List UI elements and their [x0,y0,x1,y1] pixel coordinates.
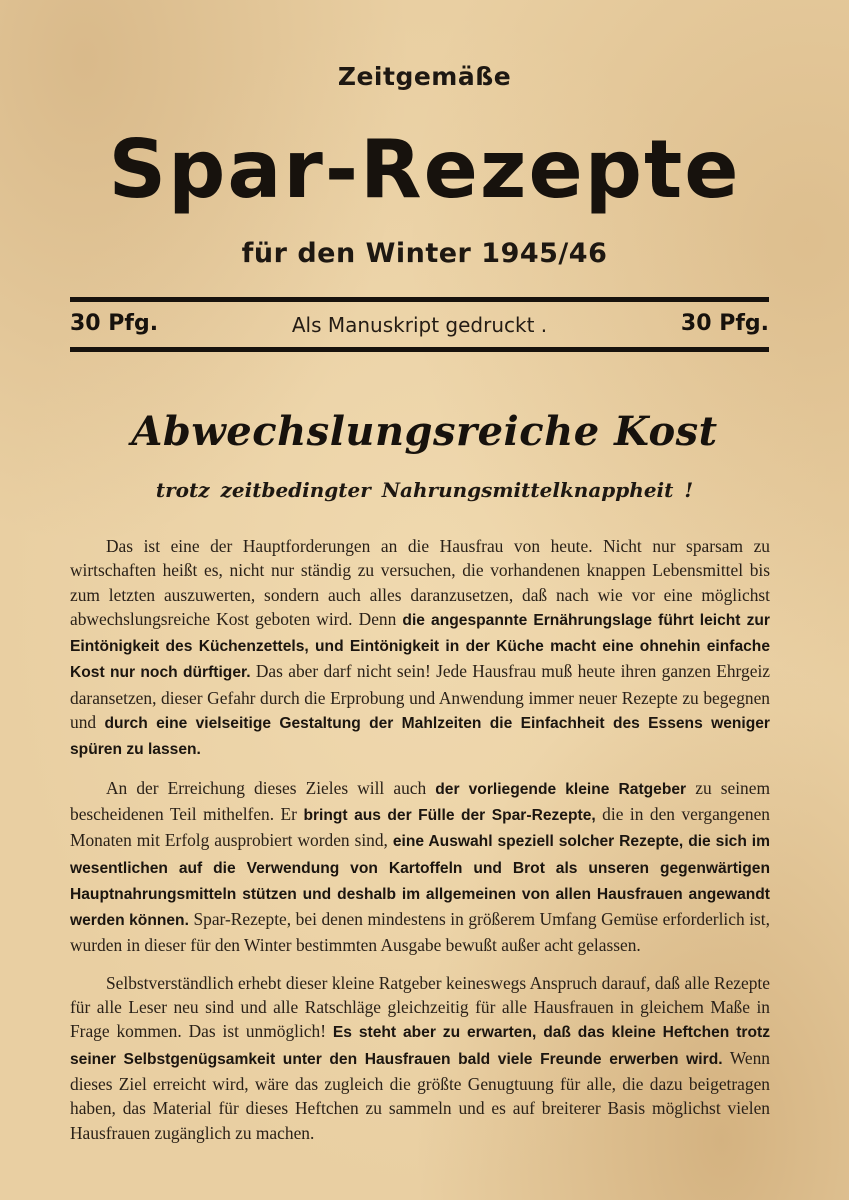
p2-emphasis-2: bringt aus der Fülle der Spar-Rezepte, [303,806,596,824]
bottom-rule [70,347,769,352]
kicker: Zeitgemäße [337,62,512,91]
page-title: Spar-Rezepte [108,123,741,216]
subtitle: für den Winter 1945/46 [241,238,608,269]
subheadline: trotz zeitbedingter Nahrungsmittelknappheit ! [155,478,694,502]
p2-emphasis-3: eine Auswahl speziell solcher Rezepte, die sich im wesentlichen auf die Verwendung von Kartoffeln und Brot als unseren gegenwärtigen Hauptnahrungsmitteln stützen und deshalb im allgemeinen von allen Hausfrauen angewandt werden können. [70,833,770,930]
p2-emphasis-1: der vorliegende kleine Ratgeber [435,780,687,798]
p2-text-2: zu seinem bescheidenen Teil mithelfen. Er [70,777,770,824]
p2-text-4: Spar-Rezepte, bei denen mindestens in größerem Umfang Gemüse erforderlich ist, wurden in dieser für den Winter bestimmten Ausgabe bewußt außer acht gelassen. [70,909,770,956]
headline: Abwechslungsreiche Kost [131,408,718,455]
p1-text-1: Das ist eine der Hauptforderungen an die Hausfrau von heute. Nicht nur sparsam zu wirtschaften heißt es, nicht nur ständig zu versuchen, die vorhandenen knappen Lebensmittel bis zum letzten auszuwerten, sondern auch alles daranzusetzen, daß nach wie vor eine möglichst abwechslungsreiche Kost geboten wird. Denn [70,536,770,629]
price-left: 30 Pfg. [70,311,159,336]
imprint-note: Als Manuskript gedruckt . [291,313,548,337]
body-text [70,534,770,1158]
p3-emphasis-1: Es steht aber zu erwarten, daß das kleine Heftchen trotz seiner Selbstgenügsamkeit unter den Hausfrauen bald viele Freunde erwerben wird. [70,1024,770,1068]
p2-text-3: die in den vergangenen Monaten mit Erfolg ausprobiert worden sind, [70,803,771,851]
p3-text-1: Selbstverständlich erhebt dieser kleine Ratgeber keineswegs Anspruch darauf, daß alle Rezepte für alle Leser neu sind und alle Ratschläge gleichzeitig für alle Hausfrauen in gleichem Maße in Frage kommen. Das ist unmöglich! [70,972,770,1042]
p2-text-1: An der Erreichung dieses Zieles will auch [106,777,436,798]
paragraph-3 [70,971,770,1145]
price-right: 30 Pfg. [680,311,769,336]
p1-text-2: Das aber darf nicht sein! Jede Hausfrau muß heute ihren ganzen Ehrgeiz daransetzen, dieser Gefahr durch die Erprobung und Anwendung immer neuer Rezepte zu begegnen und [70,661,770,733]
p1-emphasis-2: durch eine vielseitige Gestaltung der Mahlzeiten die Einfachheit des Essens weniger spüren zu lassen. [70,715,770,759]
paragraph-2 [70,776,770,958]
price-line [70,309,769,343]
top-rule [70,297,769,302]
p1-emphasis-1: die angespannte Ernährungslage führt leicht zur Eintönigkeit des Küchenzettels, und Eintönigkeit in der Küche macht eine ohnehin einfache Kost nur noch dürftiger. [70,611,770,682]
p3-text-2: Wenn dieses Ziel erreicht wird, wäre das zugleich die größte Genugtuung für alle, die dazu beigetragen haben, das Material für dieses Heftchen zu sammeln und es auf breiterer Basis möglichst vielen Hausfrauen zugänglich zu machen. [70,1047,770,1143]
paragraph-1 [70,534,770,763]
